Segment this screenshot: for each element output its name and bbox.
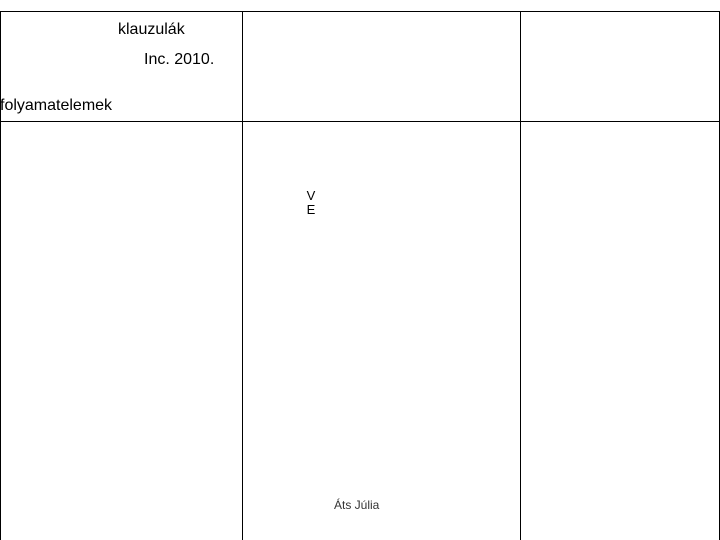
table-left-border — [0, 11, 1, 540]
column-divider — [520, 11, 521, 540]
column-divider — [242, 11, 243, 540]
corner-subtitle: Inc. 2010. — [144, 51, 215, 68]
author-watermark: Áts Júlia — [334, 498, 380, 512]
section-label: folyamatelemek — [0, 97, 113, 114]
corner-title: klauzulák — [118, 21, 185, 38]
table-top-border — [0, 11, 720, 12]
table-cell: V E — [306, 188, 316, 217]
header-bottom-border — [0, 121, 720, 122]
